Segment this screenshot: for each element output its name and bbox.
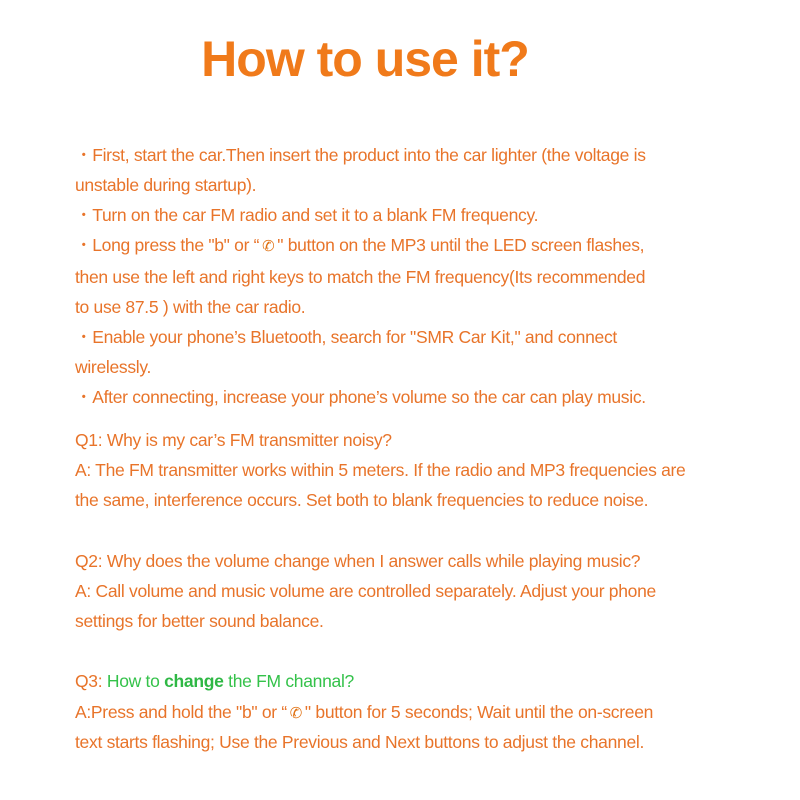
step-3-text-a: ・Long press the "b" or “ [75,235,260,255]
faq-a2-line-2: settings for better sound balance. [75,611,324,631]
faq-a2-line-1: A: Call volume and music volume are controlled separately. Adjust your phone [75,581,656,601]
usage-steps [75,140,765,412]
page-title: How to use it? [201,31,529,87]
step-3-line-1 [75,230,765,262]
step-5-line-1: ・After connecting, increase your phone’s volume so the car can play music. [75,387,646,407]
step-3-line-2: then use the left and right keys to match the FM frequency(Its recommended [75,267,646,287]
step-1-line-1: ・First, start the car.Then insert the product into the car lighter (the voltage is [75,145,646,165]
step-4-line-2: wirelessly. [75,357,152,377]
phone-icon: ✆ [289,705,303,722]
faq-a3-text-b: " button for 5 seconds; Wait until the on-screen [304,702,654,722]
faq-a3-line-1 [75,697,653,729]
phone-icon: ✆ [262,238,275,255]
faq-a1-line-2: the same, interference occurs. Set both to blank frequencies to reduce noise. [75,490,649,510]
step-1-line-2: unstable during startup). [75,175,257,195]
faq-a1-line-1: A: The FM transmitter works within 5 meters. If the radio and MP3 frequencies are [75,460,686,480]
faq-q3-prefix: Q3: [75,671,107,691]
faq-q2: Q2: Why does the volume change when I answer calls while playing music? [75,551,641,571]
faq-a3-line-2: text starts flashing; Use the Previous and Next buttons to adjust the channel. [75,732,645,752]
step-2-line-1: ・Turn on the car FM radio and set it to a blank FM frequency. [75,205,539,225]
faq-q3 [75,666,354,696]
faq-a3-text-a: A:Press and hold the "b" or “ [75,702,287,722]
step-4-line-1: ・Enable your phone’s Bluetooth, search for "SMR Car Kit," and connect [75,327,617,347]
step-3-line-3: to use 87.5 ) with the car radio. [75,297,306,317]
faq-q1: Q1: Why is my car’s FM transmitter noisy? [75,430,392,450]
step-3-text-b: " button on the MP3 until the LED screen flashes, [277,235,645,255]
faq-q3-part-1: How to [106,671,165,691]
faq-q3-part-3: the FM channal? [223,671,354,691]
faq-q3-part-2: change [164,671,224,691]
